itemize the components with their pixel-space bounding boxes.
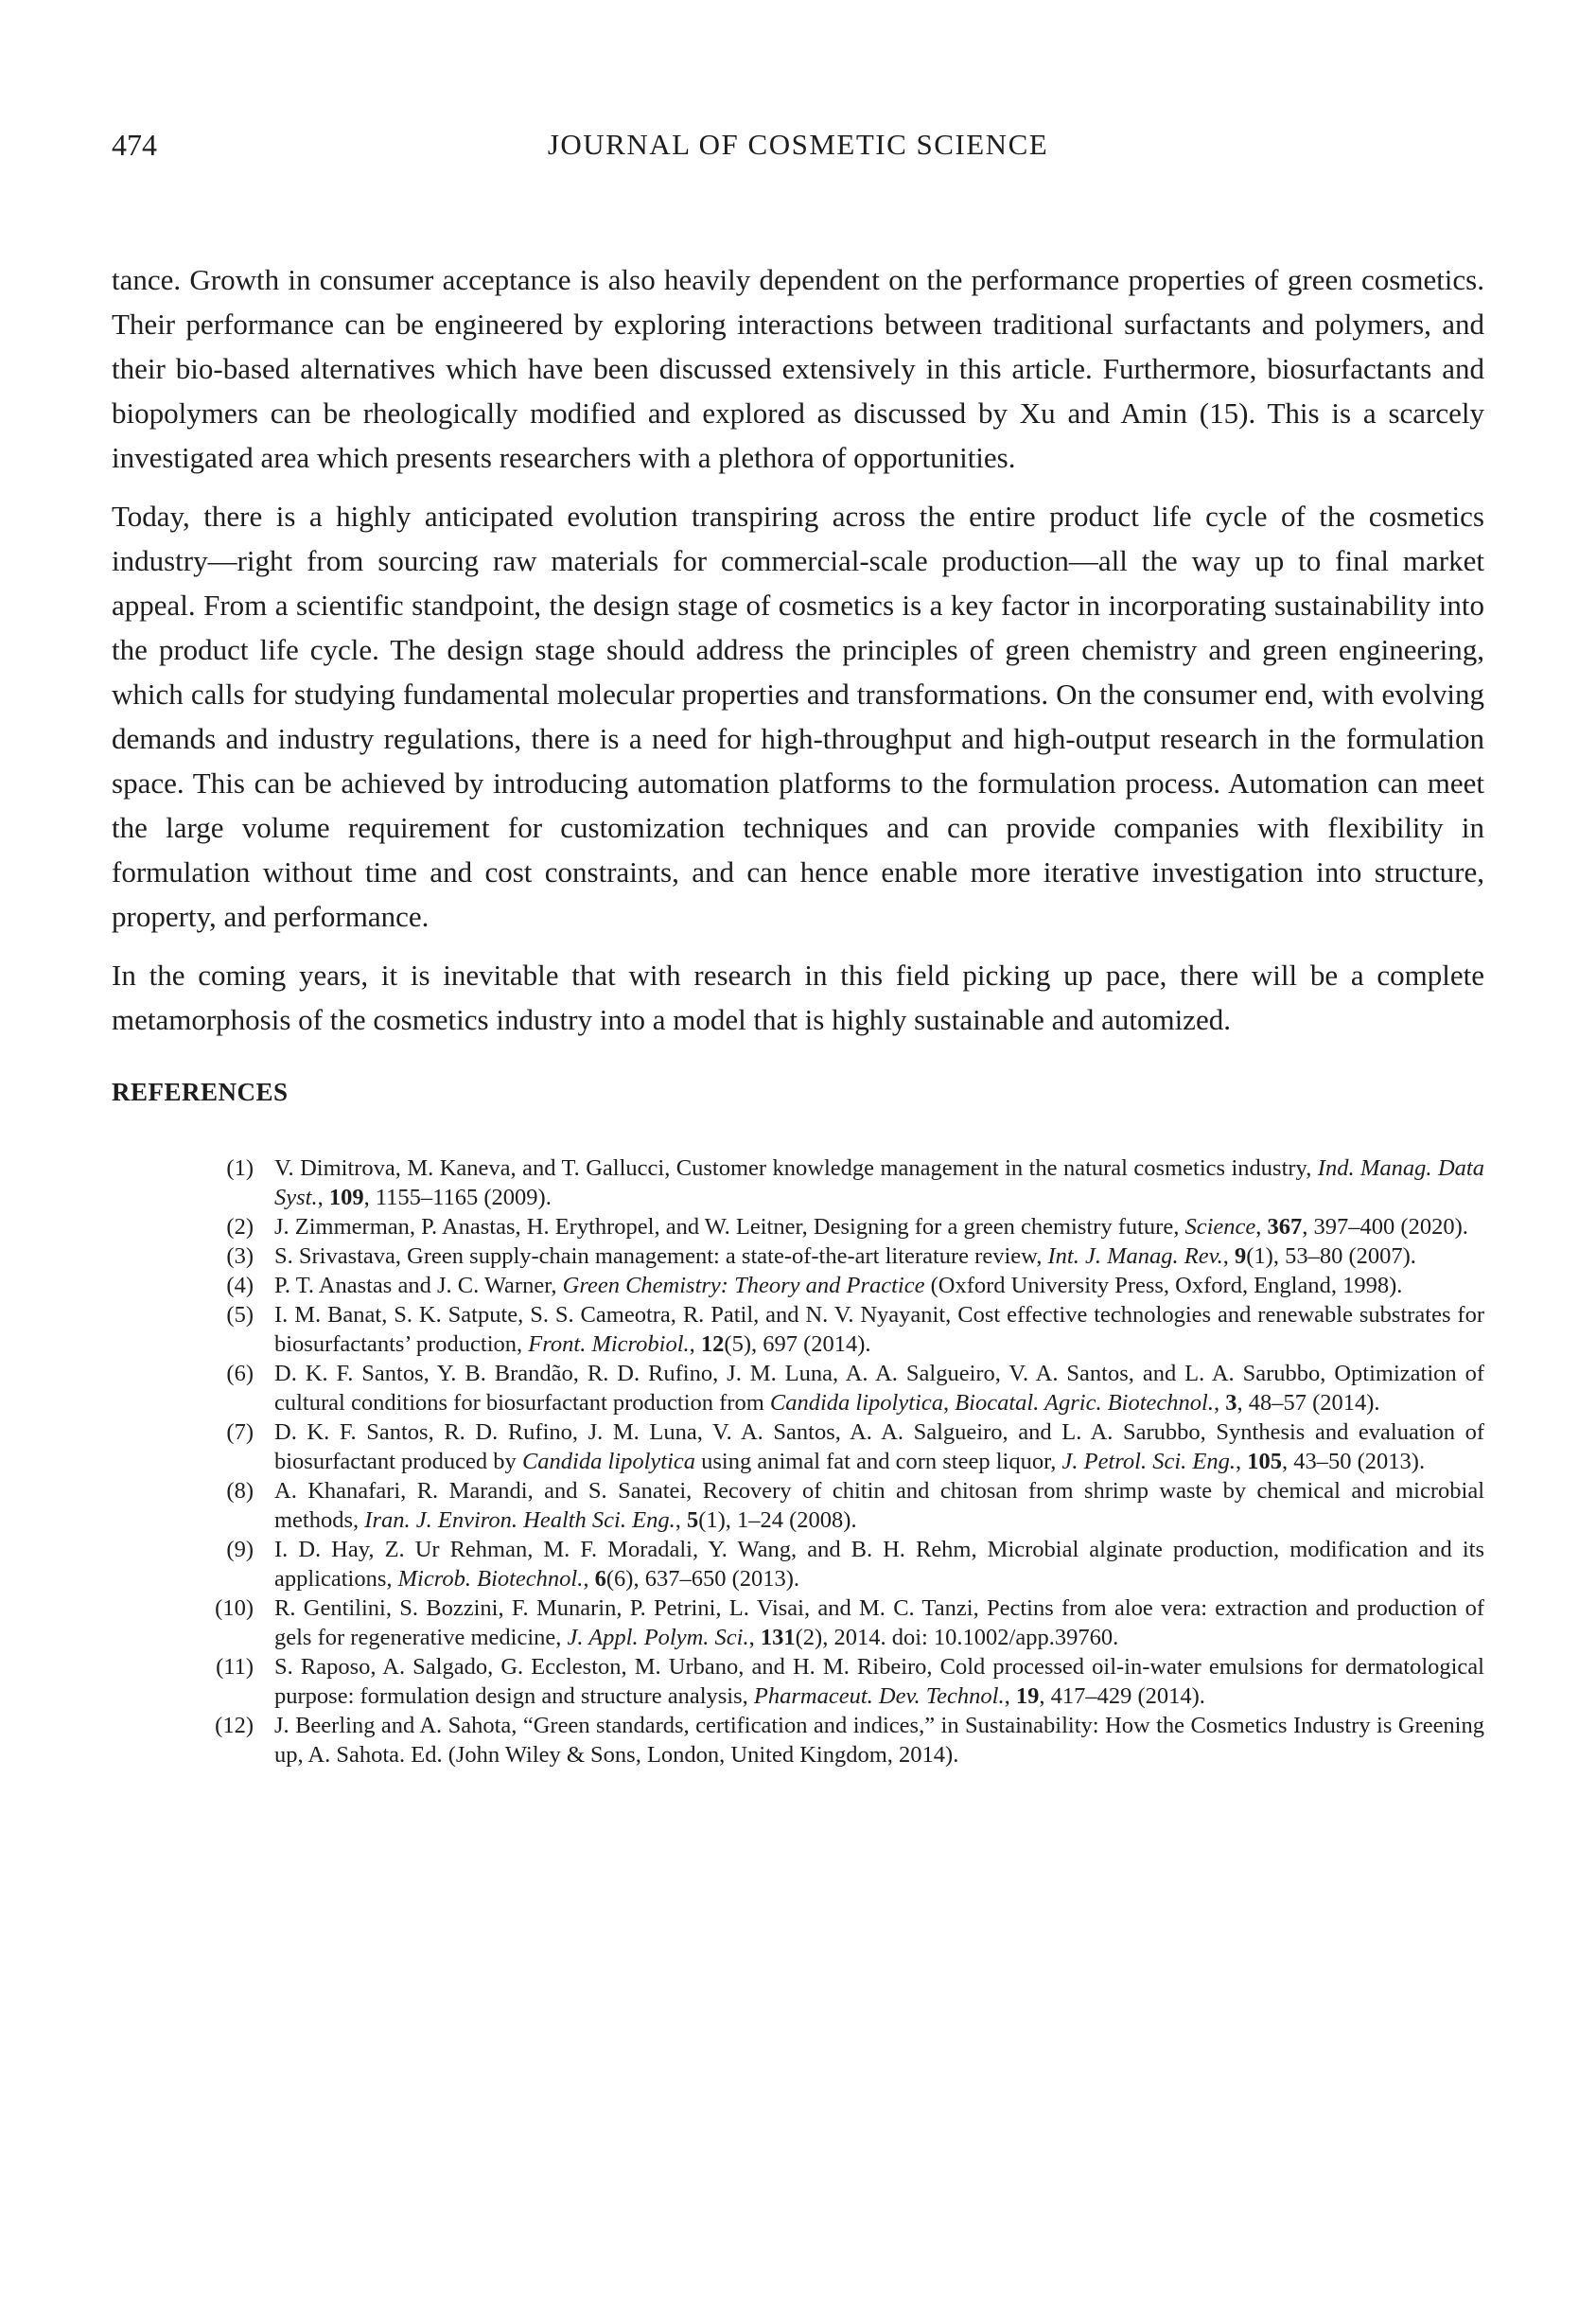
reference-number: (12): [215, 1713, 254, 1738]
reference-text: I. D. Hay, Z. Ur Rehman, M. F. Moradali, Y. Wang, and B. H. Rehm, Microbial alginate production, modification and its applications, Microb. Biotechnol., 6(6), 637–650 (2013).: [274, 1537, 1484, 1592]
page-content: [112, 257, 1484, 1769]
reference-text: V. Dimitrova, M. Kaneva, and T. Gallucci, Customer knowledge management in the natural cosmetics industry, Ind. Manag. Data Syst., 109, 1155–1165 (2009).: [274, 1155, 1484, 1210]
reference-number: (8): [226, 1478, 254, 1504]
body-paragraph: In the coming years, it is inevitable that with research in this field picking up pace, there will be a complete metamorphosis of the cosmetics industry into a model that is highly sustainable and automized.: [112, 959, 1484, 1036]
reference-number: (3): [226, 1243, 254, 1269]
reference-item: [112, 1300, 1484, 1359]
reference-item: [112, 1359, 1484, 1417]
reference-text: D. K. F. Santos, R. D. Rufino, J. M. Luna, V. A. Santos, A. A. Salgueiro, and L. A. Sarubbo, Synthesis and evaluation of biosurfactant produced by Candida lipolytica using animal fat and corn steep liquor, J. Petrol. Sci. Eng., 105, 43–50 (2013).: [274, 1419, 1484, 1474]
reference-item: [112, 1476, 1484, 1535]
reference-item: [112, 1417, 1484, 1476]
references-list: [112, 1153, 1484, 1769]
reference-text: P. T. Anastas and J. C. Warner, Green Chemistry: Theory and Practice (Oxford University Press, Oxford, England, 1998).: [274, 1273, 1403, 1298]
reference-number: (1): [226, 1155, 254, 1181]
reference-number: (11): [216, 1654, 254, 1680]
reference-item: [112, 1241, 1484, 1271]
reference-number: (2): [226, 1214, 254, 1240]
running-title: JOURNAL OF COSMETIC SCIENCE: [547, 128, 1049, 161]
reference-number: (9): [226, 1537, 254, 1562]
reference-number: (5): [226, 1302, 254, 1328]
reference-text: S. Srivastava, Green supply-chain management: a state-of-the-art literature review, Int. J. Manag. Rev., 9(1), 53–80 (2007).: [274, 1243, 1416, 1269]
body-paragraph: Today, there is a highly anticipated evolution transpiring across the entire product life cycle of the cosmetics industry—right from sourcing raw materials for commercial-scale production—all the way up to final market appeal. From a scientific standpoint, the design stage of cosmetics is a key factor in incorporating sustainability into the product life cycle. The design stage should address the principles of green chemistry and green engineering, which calls for studying fundamental molecular properties and transformations. On the consumer end, with evolving demands and industry regulations, there is a need for high-throughput and high-output research in the formulation space. This can be achieved by introducing automation platforms to the formulation process. Automation can meet the large volume requirement for customization techniques and can provide companies with flexibility in formulation without time and cost constraints, and can hence enable more iterative investigation into structure, property, and performance.: [112, 500, 1484, 933]
reference-number: (4): [226, 1273, 254, 1298]
reference-text: R. Gentilini, S. Bozzini, F. Munarin, P. Petrini, L. Visai, and M. C. Tanzi, Pectins from aloe vera: extraction and production of gels for regenerative medicine, J. Appl. Polym. Sci., 131(2), 2014. doi: 10.1002/app.39760.: [274, 1595, 1484, 1650]
reference-item: [112, 1153, 1484, 1212]
reference-item: [112, 1535, 1484, 1593]
reference-number: (10): [215, 1595, 254, 1621]
reference-number: (7): [226, 1419, 254, 1445]
reference-text: S. Raposo, A. Salgado, G. Eccleston, M. Urbano, and H. M. Ribeiro, Cold processed oil-in-water emulsions for dermatological purpose: formulation design and structure analysis, Pharmaceut. Dev. Technol., 19, 417–429 (2014).: [274, 1654, 1484, 1709]
reference-item: [112, 1271, 1484, 1300]
reference-item: [112, 1593, 1484, 1652]
reference-number: (6): [226, 1361, 254, 1386]
reference-item: [112, 1711, 1484, 1769]
running-header: [112, 126, 1484, 166]
reference-item: [112, 1652, 1484, 1711]
references-heading: REFERENCES: [112, 1078, 289, 1106]
reference-text: D. K. F. Santos, Y. B. Brandão, R. D. Rufino, J. M. Luna, A. A. Salgueiro, V. A. Santos, and L. A. Sarubbo, Optimization of cultural conditions for biosurfactant production from Candida lipolytica, Biocatal. Agric. Biotechnol., 3, 48–57 (2014).: [274, 1361, 1484, 1416]
reference-text: J. Beerling and A. Sahota, “Green standards, certification and indices,” in Sustainability: How the Cosmetics Industry is Greening up, A. Sahota. Ed. (John Wiley & Sons, London, United Kingdom, 2014).: [274, 1713, 1484, 1768]
reference-text: I. M. Banat, S. K. Satpute, S. S. Cameotra, R. Patil, and N. V. Nyayanit, Cost effective technologies and renewable substrates for biosurfactants’ production, Front. Microbiol., 12(5), 697 (2014).: [274, 1302, 1484, 1357]
page-number: 474: [112, 128, 157, 162]
reference-item: [112, 1212, 1484, 1241]
body-paragraph: tance. Growth in consumer acceptance is also heavily dependent on the performance properties of green cosmetics. Their performance can be engineered by exploring interactions between traditional surfactants and polymers, and their bio-based alternatives which have been discussed extensively in this article. Furthermore, biosurfactants and biopolymers can be rheologically modified and explored as discussed by Xu and Amin (15). This is a scarcely investigated area which presents researchers with a plethora of opportunities.: [112, 263, 1484, 474]
reference-text: A. Khanafari, R. Marandi, and S. Sanatei, Recovery of chitin and chitosan from shrimp waste by chemical and microbial methods, Iran. J. Environ. Health Sci. Eng., 5(1), 1–24 (2008).: [274, 1478, 1484, 1533]
reference-text: J. Zimmerman, P. Anastas, H. Erythropel, and W. Leitner, Designing for a green chemistry future, Science, 367, 397–400 (2020).: [274, 1214, 1468, 1240]
